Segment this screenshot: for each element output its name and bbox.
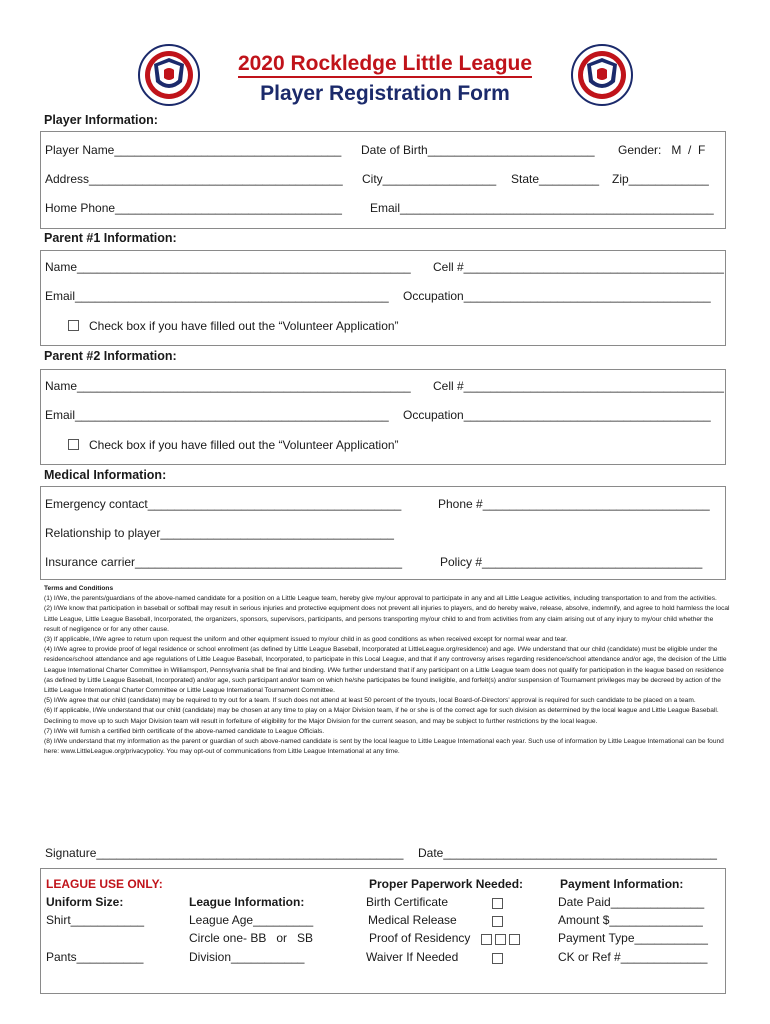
player-name-field[interactable]: Player Name__________________________________: [45, 143, 342, 157]
gender-field[interactable]: Gender: M / F: [618, 143, 706, 157]
birth-certificate-checkbox[interactable]: [492, 898, 503, 909]
terms-item: (8) I/We understand that my information as the parent or guardian of such above-named candidate is sent by the local league to Little League International each year. Such use of information by Little League International can be found here: www.LittleLeague.org/privacypolicy. You may opt-out of communications from Little League International at any time.: [44, 738, 724, 756]
terms-item: (5) I/We agree that our child (candidate) may be required to try out for a team. If such does not attend at least 50 percent of the tryouts, local Board-of-Directors’ approval is required for such candidate to be placed on a team.: [44, 697, 696, 705]
parent2-heading: Parent #2 Information:: [44, 349, 177, 363]
paperwork-heading: Proper Paperwork Needed:: [369, 877, 524, 891]
medical-release-label: Medical Release: [368, 913, 457, 927]
terms-item: (1) I/We, the parents/guardians of the above-named candidate for a position on a Little League team, hereby give my/our approval to participate in any and all Little League activities, including transportation to and from the activities.: [44, 595, 717, 603]
signature-field[interactable]: Signature______________________________________________: [45, 846, 404, 860]
proof-residency-checkbox-1[interactable]: [481, 934, 492, 945]
terms-heading: Terms and Conditions: [44, 585, 114, 592]
state-field[interactable]: State_________: [511, 172, 600, 186]
proof-residency-checkbox-3[interactable]: [509, 934, 520, 945]
home-phone-field[interactable]: Home Phone__________________________________: [45, 201, 342, 215]
form-subtitle: Player Registration Form: [260, 82, 510, 105]
medical-heading: Medical Information:: [44, 468, 167, 482]
parent1-heading: Parent #1 Information:: [44, 231, 177, 245]
parent2-occupation-field[interactable]: Occupation_____________________________________: [403, 408, 711, 422]
league-info-heading: League Information:: [189, 895, 305, 909]
pants-field[interactable]: Pants__________: [46, 950, 144, 964]
waiver-checkbox[interactable]: [492, 953, 503, 964]
signature-date-field[interactable]: Date_________________________________________: [418, 846, 717, 860]
proof-residency-checkbox-2[interactable]: [495, 934, 506, 945]
birth-certificate-label: Birth Certificate: [366, 895, 449, 909]
emergency-contact-field[interactable]: Emergency contact______________________________________: [45, 497, 402, 511]
medical-release-checkbox[interactable]: [492, 916, 503, 927]
uniform-size-heading: Uniform Size:: [46, 895, 124, 909]
parent1-name-field[interactable]: Name__________________________________________________: [45, 260, 411, 274]
date-paid-field[interactable]: Date Paid______________: [558, 895, 705, 909]
terms-item: (4) I/We agree to provide proof of legal residence or school enrollment (as defined by Little League Baseball, Incorporated at LittleLeague.org/residence) and age. I/We understand that our child (candidate) must be eligible under the residence/school attendance and age regulations of Little League Baseball, Incorporated, to participate in this Local League, and that if any controversy arises regarding residence/school attendance and/or age, the decision of the Little League International Charter Committee in Williamsport, Pennsylvania shall be final and binding. I/We further understand that if any participant on a Little League team does not qualify for participation in the league based on residence (as defined by Little League Baseball, Incorporated) and/or age, such participant and/or team on which he/she participates be found ineligible, and forfeit(s) and/or suspension of Tournament privileges may be decreed by action of the Little League International Charter Committee or Little League International Tournament Committee.: [44, 646, 727, 695]
date-of-birth-field[interactable]: Date of Birth_________________________: [361, 143, 595, 157]
parent2-cell-field[interactable]: Cell #_______________________________________: [433, 379, 724, 393]
terms-item: (3) If applicable, I/We agree to return upon request the uniform and other equipment issued to my/our child in as good conditions as when received except for normal wear and tear.: [44, 636, 568, 644]
parent2-email-field[interactable]: Email_______________________________________________: [45, 408, 389, 422]
parent2-volunteer-row: [68, 438, 399, 452]
form-title: 2020 Rockledge Little League: [0, 52, 770, 76]
parent1-volunteer-checkbox[interactable]: [68, 320, 79, 331]
terms-item: (6) If applicable, I/We understand that our child (candidate) may be chosen at any time to play on a Major Division team, if he or she is of the correct age for such division as determined by the local league and Little League Baseball. Declining to move up to such Major Division team will result in forfeiture of eligibility for the Major Division for the current season, and may be subject to further restrictions by the local league.: [44, 707, 719, 725]
parent1-volunteer-label: Check box if you have filled out the “Volunteer Application”: [89, 319, 399, 333]
circle-one-field[interactable]: Circle one- BB or SB: [189, 931, 314, 945]
league-use-heading: LEAGUE USE ONLY:: [46, 877, 163, 891]
zip-field[interactable]: Zip____________: [612, 172, 709, 186]
league-age-field[interactable]: League Age_________: [189, 913, 314, 927]
division-field[interactable]: Division___________: [189, 950, 305, 964]
ck-ref-field[interactable]: CK or Ref #_____________: [558, 950, 708, 964]
terms-item: (2) I/We know that participation in baseball or softball may result in serious injuries and protective equipment does not prevent all injuries to players, and do hereby waive, release, absolve, indemnify, and agree to hold harmless the local Little League, Little League Baseball, Incorporated, the organizers, sponsors, supervisors, participants, and persons transporting my/our child to and from activities from any claim arising out of any injury to my/our child whether the result of negligence or for any other cause.: [44, 605, 730, 633]
policy-field[interactable]: Policy #_________________________________: [440, 555, 703, 569]
proof-residency-label: Proof of Residency: [369, 931, 471, 945]
payment-type-field[interactable]: Payment Type___________: [558, 931, 708, 945]
shirt-field[interactable]: Shirt___________: [46, 913, 145, 927]
parent2-volunteer-checkbox[interactable]: [68, 439, 79, 450]
parent1-email-field[interactable]: Email_______________________________________________: [45, 289, 389, 303]
waiver-label: Waiver If Needed: [366, 950, 459, 964]
city-field[interactable]: City_________________: [362, 172, 497, 186]
amount-field[interactable]: Amount $______________: [558, 913, 703, 927]
terms-item: (7) I/We will furnish a certified birth certificate of the above-named candidate to League Officials.: [44, 727, 325, 735]
parent2-name-field[interactable]: Name__________________________________________________: [45, 379, 411, 393]
emergency-phone-field[interactable]: Phone #__________________________________: [438, 497, 710, 511]
player-info-heading: Player Information:: [44, 113, 158, 127]
insurance-carrier-field[interactable]: Insurance carrier________________________________________: [45, 555, 402, 569]
address-field[interactable]: Address______________________________________: [45, 172, 343, 186]
email-field[interactable]: Email_______________________________________________: [370, 201, 714, 215]
parent1-occupation-field[interactable]: Occupation_____________________________________: [403, 289, 711, 303]
parent1-volunteer-row: [68, 319, 399, 333]
terms-and-conditions: [44, 584, 730, 757]
payment-info-heading: Payment Information:: [560, 877, 684, 891]
relationship-field[interactable]: Relationship to player___________________________________: [45, 526, 394, 540]
parent1-cell-field[interactable]: Cell #_______________________________________: [433, 260, 724, 274]
parent2-volunteer-label: Check box if you have filled out the “Volunteer Application”: [89, 438, 399, 452]
